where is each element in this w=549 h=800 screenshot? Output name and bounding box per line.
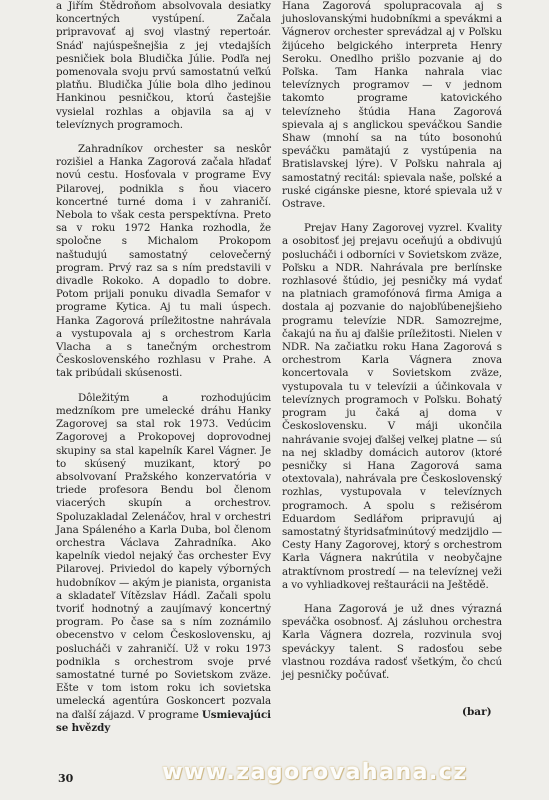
right-paragraph-2: Prejav Hany Zagorovej vyzrel. Kvality a osobitosť jej prejavu oceňujú a obdivujú poslucháči i odborníci v Sovietskom zväze, Poľsku a NDR. Nahrávala pre berlínske rozhlasové štúdio, jej pesničky má vydať na platniach gramofónová firma Amiga a dostala aj pozvanie do najobľúbenejšieho programu televízie NDR. Samozrejme, čakajú na ňu aj ďalšie príležitosti. Nielen v NDR. Na začiatku roku Hana Zagorová s orchestrom Karla Vágnera znova koncertovala v Sovietskom zväze, vystupovala tu v televízii a účinkovala v televíznych programoch v Poľsku. Bohatý program ju čaká aj doma v Československu. V máji ukončila nahrávanie svojej ďalšej veľkej platne — sú na nej skladby domácich autorov (ktoré pesničky si Hana Zagorová sama otextovala), nahrávala pre Československý rozhlas, vystupovala v televíznych programoch. A spolu s režisérom Eduardom Sedlářom pripravujú aj samostatný štyridsaťminútový medzijdlo — Cesty Hany Zagorovej, ktorý s orchestrom Karla Vágnera nakrútila v neobyčajne atraktívnom prostredí — na televíznej veži a vo vyhliadkovej reštaurácii na Ještědě. xyxy=(282,222,502,591)
left-paragraph-2: Zahradníkov orchester sa neskôr rozišiel a Hanka Zagorová začala hľadať novú cestu. Hosťovala v programe Evy Pilarovej, podnikla s ňou viacero koncertné turné doma i v zahraničí. Nebola to však cesta perspektívna. Preto sa v roku 1972 Hanka rozhodla, že spoločne s Michalom Prokopom naštudujú samostatný celovečerný program. Prvý raz sa s ním predstavili v divadle Rokoko. A dopadlo to dobre. Potom prijali ponuku divadla Semafor v programe Kytica. Aj tu mali úspech. Hanka Zagorová príležitostne nahrávala a vystupovala aj s orchestrom Karla Vlacha a s tanečným orchestrom Československého rozhlasu v Prahe. A tak pribúdali skúsenosti. xyxy=(56,143,271,380)
watermark-url: www.zagorovahana.cz xyxy=(162,760,468,785)
left-paragraph-1: a Jiřím Štědroňom absolvovala desiatky koncertných vystúpení. Začala pripravovať aj svoj vlastný repertoár. Snáď najúspešnejšia z jej vtedajších pesničiek bola Bludička Júlie. Podľa nej pomenovala svoju prvú samostatnú veľkú platňu. Bludička Júlie bola dlho jedinou Hankinou pesničkou, ktorú častejšie vysielal rozhlas a objavila sa aj v televíznych programoch. xyxy=(56,0,271,131)
program-title: Usmievajúci se hvězdy xyxy=(56,708,271,734)
left-paragraph-3 xyxy=(56,392,271,735)
right-paragraph-1: Hana Zagorová spolupracovala aj s juhoslovanskými hudobníkmi a spevákmi a Vágnerov orchester sprevádzal aj v Poľsku žijúceho belgického interpreta Henry Seroku. Onedlho prišlo pozvanie aj do Poľska. Tam Hanka nahrala viac televíznych programov — v jednom takomto programe katovického televízneho štúdia Hana Zagorová spievala aj s anglickou speváčkou Sandie Shaw (mnohí sa na túto bosonohú speváčku pamätajú z vystúpenia na Bratislavskej lýre). V Poľsku nahrala aj samostatný recitál: spievala naše, poľské a ruské cigánske piesne, ktoré spievala už v Ostrave. xyxy=(282,0,502,211)
right-paragraph-3: Hana Zagorová je už dnes výrazná speváčka osobnosť. Aj zásluhou orchestra Karla Vágnera dozrela, rozvinula svoj speváckyy talent. S radosťou sebe vlastnou rozdáva radosť všetkým, čo chcú jej pesničky počúvať. xyxy=(282,602,502,681)
right-column xyxy=(282,0,502,682)
left-paragraph-3-text: Dôležitým a rozhodujúcim medzníkom pre umelecké dráhu Hanky Zagorovej sa stal rok 1973. Vedúcim Zagorovej a Prokopovej doprovodnej skupiny sa stal kapelník Karel Vágner. Je to skúsený muzikant, ktorý po absolvovaní Pražského konzervatória v triede profesora Bendu bol členom viacerých skupín a orchestrov. Spoluzakladal Zelenáčov, hral v orchestri Jana Spáleného a Karla Duba, bol členom orchestra Václava Zahradníka. Ako kapelník viedol nejaký čas orchester Evy Pilarovej. Priviedol do kapely výborných hudobníkov — akým je pianista, organista a skladateľ Vítězslav Hádl. Začali spolu tvoriť hodnotný a zaujímavý koncertný program. Po čase sa s ním zoznámilo obecenstvo v celom Československu, aj poslucháči v zahraničí. Už v roku 1973 podnikla s orchestrom svoje prvé samostatné turné po Sovietskom zväze. Ešte v tom istom roku ich sovietska umelecká agentúra Goskoncert pozvala na ďalší zájazd. V programe xyxy=(56,391,271,721)
page-number: 30 xyxy=(58,772,74,785)
author-signature: (bar) xyxy=(462,706,492,718)
left-column xyxy=(56,0,271,735)
